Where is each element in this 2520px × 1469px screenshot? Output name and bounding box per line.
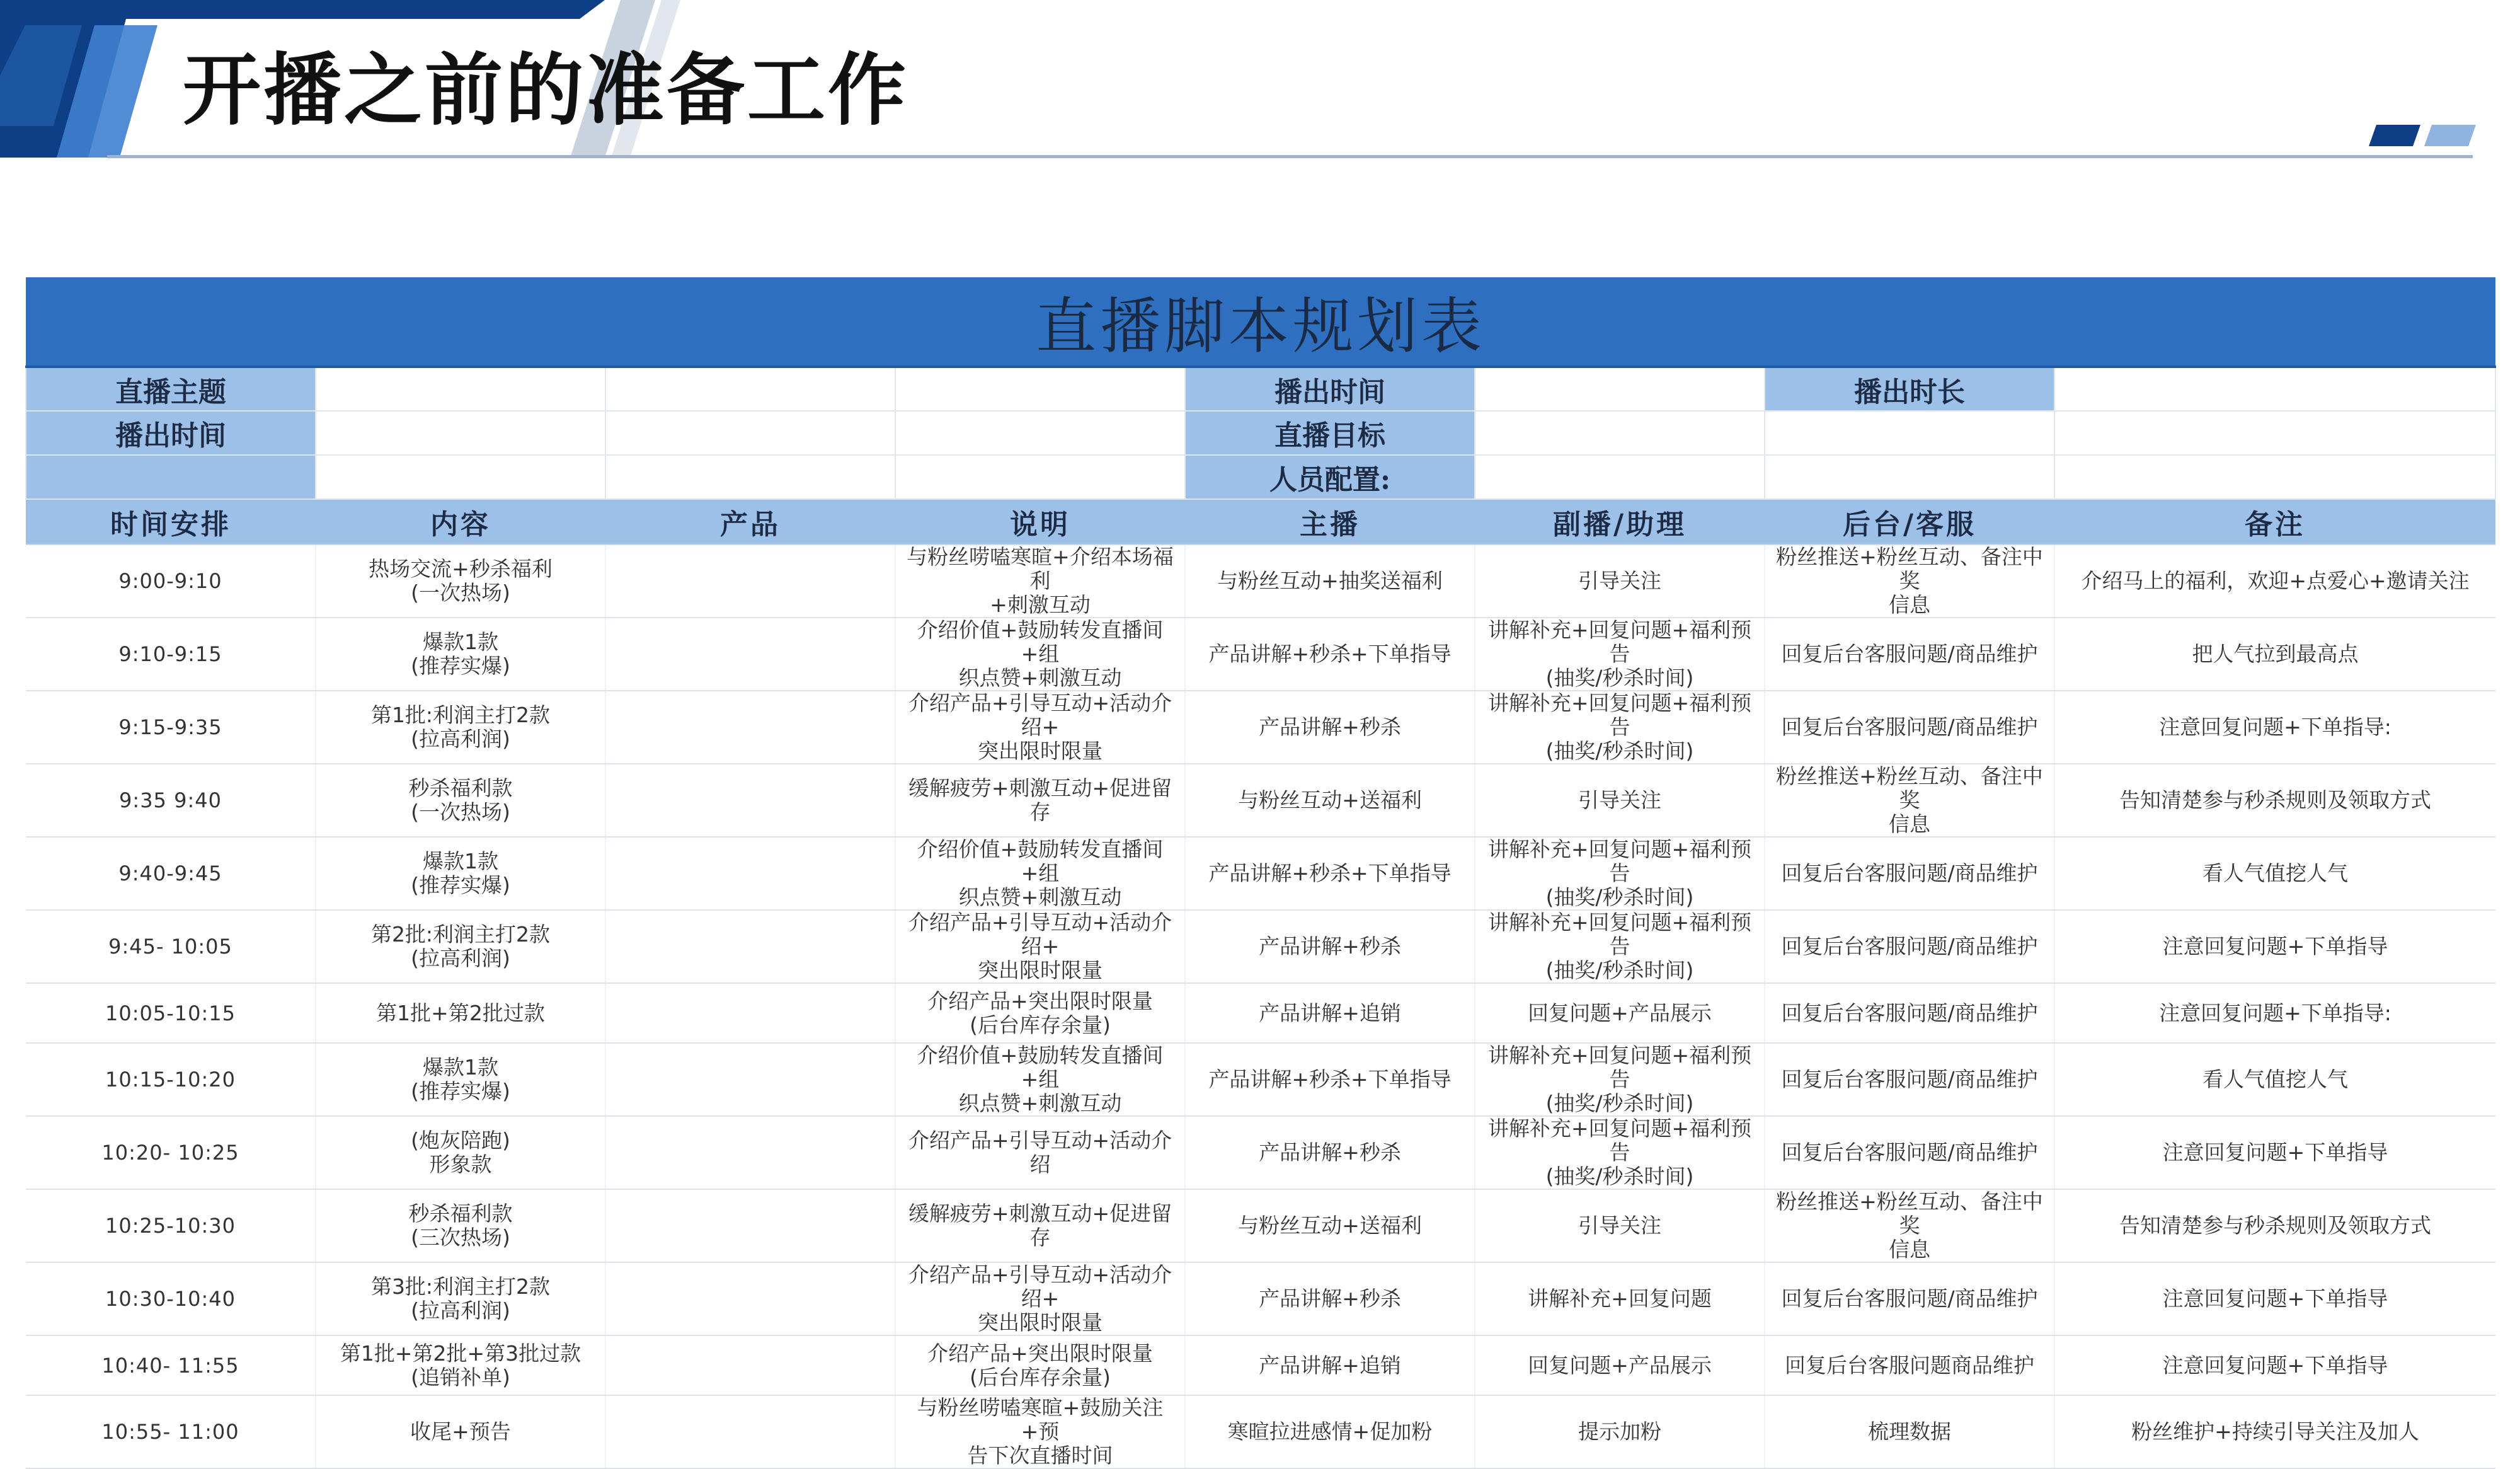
- col-header-content: 内容: [316, 499, 605, 544]
- backstage-cell[interactable]: 粉丝推送+粉丝互动、备注中奖 信息: [1765, 764, 2054, 837]
- column-header-row: [26, 499, 2495, 544]
- table-row: [26, 1335, 2495, 1395]
- content-cell[interactable]: 秒杀福利款 (三次热场): [316, 1189, 605, 1262]
- host-cell[interactable]: 产品讲解+追销: [1185, 1335, 1475, 1395]
- backstage-cell[interactable]: 梳理数据: [1765, 1395, 2054, 1468]
- assistant-cell[interactable]: 讲解补充+回复问题+福利预告 (抽奖/秒杀时间): [1475, 910, 1765, 983]
- time-cell[interactable]: 10:25-10:30: [26, 1189, 316, 1262]
- note-cell[interactable]: 告知清楚参与秒杀规则及领取方式: [2054, 764, 2495, 837]
- host-cell[interactable]: 产品讲解+秒杀: [1185, 691, 1475, 764]
- assistant-cell[interactable]: 讲解补充+回复问题+福利预告 (抽奖/秒杀时间): [1475, 1116, 1765, 1189]
- content-cell[interactable]: 第2批:利润主打2款 (拉高利润): [316, 910, 605, 983]
- description-cell[interactable]: 介绍产品+引导互动+活动介绍+ 突出限时限量: [895, 691, 1185, 764]
- description-cell[interactable]: 介绍价值+鼓励转发直播间+组 织点赞+刺激互动: [895, 1043, 1185, 1116]
- table-row: [26, 910, 2495, 983]
- product-cell[interactable]: [605, 691, 895, 764]
- assistant-cell[interactable]: 引导关注: [1475, 764, 1765, 837]
- product-cell[interactable]: [605, 910, 895, 983]
- note-cell[interactable]: 注意回复问题+下单指导:: [2054, 691, 2495, 764]
- backstage-cell[interactable]: 粉丝推送+粉丝互动、备注中奖 信息: [1765, 1189, 2054, 1262]
- note-cell[interactable]: 看人气值挖人气: [2054, 1043, 2495, 1116]
- target-label: 直播目标: [1185, 411, 1475, 455]
- target-value[interactable]: [1475, 411, 1765, 455]
- backstage-cell[interactable]: 回复后台客服问题/商品维护: [1765, 618, 2054, 691]
- product-cell[interactable]: [605, 1189, 895, 1262]
- time-cell[interactable]: 10:30-10:40: [26, 1262, 316, 1335]
- assistant-cell[interactable]: 引导关注: [1475, 1189, 1765, 1262]
- table-banner-row: [26, 277, 2495, 367]
- host-cell[interactable]: 产品讲解+秒杀: [1185, 910, 1475, 983]
- col-header-time: 时间安排: [26, 499, 316, 544]
- content-cell[interactable]: 秒杀福利款 (一次热场): [316, 764, 605, 837]
- table-row: [26, 983, 2495, 1043]
- content-cell[interactable]: 热场交流+秒杀福利 (一次热场): [316, 544, 605, 618]
- col-header-note: 备注: [2054, 499, 2495, 544]
- content-cell[interactable]: 第1批+第2批+第3批过款 (追销补单): [316, 1335, 605, 1395]
- meta-row-3: [26, 455, 2495, 499]
- description-cell[interactable]: 介绍产品+突出限时限量 (后台库存余量): [895, 1335, 1185, 1395]
- col-header-backstage: 后台/客服: [1765, 499, 2054, 544]
- time-cell[interactable]: 10:15-10:20: [26, 1043, 316, 1116]
- time-cell[interactable]: 9:00-9:10: [26, 544, 316, 618]
- host-cell[interactable]: 与粉丝互动+送福利: [1185, 764, 1475, 837]
- assistant-cell[interactable]: 提示加粉: [1475, 1395, 1765, 1468]
- staff-value[interactable]: [1475, 455, 1765, 499]
- table-row: [26, 764, 2495, 837]
- content-cell[interactable]: 爆款1款 (推荐实爆): [316, 618, 605, 691]
- product-cell[interactable]: [605, 764, 895, 837]
- content-cell[interactable]: 爆款1款 (推荐实爆): [316, 837, 605, 910]
- staff-label: 人员配置:: [1185, 455, 1475, 499]
- col-header-assistant: 副播/助理: [1475, 499, 1765, 544]
- backstage-cell[interactable]: 回复后台客服问题/商品维护: [1765, 983, 2054, 1043]
- host-cell[interactable]: 产品讲解+秒杀+下单指导: [1185, 618, 1475, 691]
- product-cell[interactable]: [605, 1116, 895, 1189]
- backstage-cell[interactable]: 回复后台客服问题/商品维护: [1765, 1262, 2054, 1335]
- note-cell[interactable]: 注意回复问题+下单指导: [2054, 1335, 2495, 1395]
- time-cell[interactable]: 9:35 9:40: [26, 764, 316, 837]
- content-cell[interactable]: (炮灰陪跑) 形象款: [316, 1116, 605, 1189]
- live-script-table: [25, 277, 2496, 1469]
- assistant-cell[interactable]: 引导关注: [1475, 544, 1765, 618]
- table-row: [26, 837, 2495, 910]
- assistant-cell[interactable]: 回复问题+产品展示: [1475, 1335, 1765, 1395]
- description-cell[interactable]: 与粉丝唠嗑寒暄+鼓励关注+预 告下次直播时间: [895, 1395, 1185, 1468]
- time-cell[interactable]: 10:20- 10:25: [26, 1116, 316, 1189]
- time-cell[interactable]: 9:40-9:45: [26, 837, 316, 910]
- product-cell[interactable]: [605, 1262, 895, 1335]
- air-time-value[interactable]: [1475, 367, 1765, 411]
- table-row: [26, 1262, 2495, 1335]
- table-banner-title: 直播脚本规划表: [1036, 291, 1486, 362]
- product-cell[interactable]: [605, 544, 895, 618]
- time-cell[interactable]: 10:05-10:15: [26, 983, 316, 1043]
- col-header-product: 产品: [605, 499, 895, 544]
- backstage-cell[interactable]: 回复后台客服问题/商品维护: [1765, 1043, 2054, 1116]
- description-cell[interactable]: 缓解疲劳+刺激互动+促进留存: [895, 1189, 1185, 1262]
- table-row: [26, 544, 2495, 618]
- page-title: 开播之前的准备工作: [183, 45, 909, 136]
- time-cell[interactable]: 9:45- 10:05: [26, 910, 316, 983]
- corner-accent-icon: [2369, 120, 2476, 151]
- description-cell[interactable]: 与粉丝唠嗑寒暄+介绍本场福利 +刺激互动: [895, 544, 1185, 618]
- backstage-cell[interactable]: 回复后台客服问题/商品维护: [1765, 691, 2054, 764]
- host-cell[interactable]: 寒暄拉进感情+促加粉: [1185, 1395, 1475, 1468]
- note-cell[interactable]: 注意回复问题+下单指导: [2054, 1116, 2495, 1189]
- note-cell[interactable]: 介绍马上的福利，欢迎+点爱心+邀请关注: [2054, 544, 2495, 618]
- description-cell[interactable]: 介绍价值+鼓励转发直播间+组 织点赞+刺激互动: [895, 837, 1185, 910]
- backstage-cell[interactable]: 回复后台客服问题/商品维护: [1765, 837, 2054, 910]
- host-cell[interactable]: 产品讲解+秒杀+下单指导: [1185, 1043, 1475, 1116]
- theme-value[interactable]: [316, 367, 605, 411]
- title-divider: [107, 155, 2473, 158]
- time-cell[interactable]: 9:15-9:35: [26, 691, 316, 764]
- description-cell[interactable]: 介绍产品+引导互动+活动介绍: [895, 1116, 1185, 1189]
- content-cell[interactable]: 第3批:利润主打2款 (拉高利润): [316, 1262, 605, 1335]
- assistant-cell[interactable]: 讲解补充+回复问题: [1475, 1262, 1765, 1335]
- content-cell[interactable]: 第1批+第2批过款: [316, 983, 605, 1043]
- description-cell[interactable]: 缓解疲劳+刺激互动+促进留存: [895, 764, 1185, 837]
- note-cell[interactable]: 注意回复问题+下单指导:: [2054, 983, 2495, 1043]
- table-row: [26, 1116, 2495, 1189]
- product-cell[interactable]: [605, 1043, 895, 1116]
- note-cell[interactable]: 注意回复问题+下单指导: [2054, 910, 2495, 983]
- description-cell[interactable]: 介绍产品+引导互动+活动介绍+ 突出限时限量: [895, 1262, 1185, 1335]
- description-cell[interactable]: 介绍产品+突出限时限量 (后台库存余量): [895, 983, 1185, 1043]
- assistant-cell[interactable]: 讲解补充+回复问题+福利预告 (抽奖/秒杀时间): [1475, 618, 1765, 691]
- backstage-cell[interactable]: 回复后台客服问题/商品维护: [1765, 1116, 2054, 1189]
- note-cell[interactable]: 告知清楚参与秒杀规则及领取方式: [2054, 1189, 2495, 1262]
- note-cell[interactable]: 把人气拉到最高点: [2054, 618, 2495, 691]
- backstage-cell[interactable]: 回复后台客服问题/商品维护: [1765, 910, 2054, 983]
- host-cell[interactable]: 产品讲解+秒杀: [1185, 1262, 1475, 1335]
- col-header-description: 说明: [895, 499, 1185, 544]
- air-time-label-mid: 播出时间: [1185, 367, 1475, 411]
- host-cell[interactable]: 与粉丝互动+抽奖送福利: [1185, 544, 1475, 618]
- description-cell[interactable]: 介绍价值+鼓励转发直播间+组 织点赞+刺激互动: [895, 618, 1185, 691]
- host-cell[interactable]: 产品讲解+秒杀+下单指导: [1185, 837, 1475, 910]
- note-cell[interactable]: 注意回复问题+下单指导: [2054, 1262, 2495, 1335]
- table-row: [26, 1189, 2495, 1262]
- note-cell[interactable]: 看人气值挖人气: [2054, 837, 2495, 910]
- host-cell[interactable]: 与粉丝互动+送福利: [1185, 1189, 1475, 1262]
- time-cell[interactable]: 9:10-9:15: [26, 618, 316, 691]
- duration-value[interactable]: [2054, 367, 2495, 411]
- assistant-cell[interactable]: 回复问题+产品展示: [1475, 983, 1765, 1043]
- host-cell[interactable]: 产品讲解+秒杀: [1185, 1116, 1475, 1189]
- product-cell[interactable]: [605, 1395, 895, 1468]
- table-row: [26, 1043, 2495, 1116]
- col-header-host: 主播: [1185, 499, 1475, 544]
- product-cell[interactable]: [605, 837, 895, 910]
- air-time-left-value[interactable]: [316, 411, 605, 455]
- note-cell[interactable]: 粉丝维护+持续引导关注及加人: [2054, 1395, 2495, 1468]
- backstage-cell[interactable]: 回复后台客服问题商品维护: [1765, 1335, 2054, 1395]
- theme-label: 直播主题: [26, 367, 316, 411]
- duration-label: 播出时长: [1765, 367, 2054, 411]
- product-cell[interactable]: [605, 1335, 895, 1395]
- content-cell[interactable]: 第1批:利润主打2款 (拉高利润): [316, 691, 605, 764]
- description-cell[interactable]: 介绍产品+引导互动+活动介绍+ 突出限时限量: [895, 910, 1185, 983]
- host-cell[interactable]: 产品讲解+追销: [1185, 983, 1475, 1043]
- product-cell[interactable]: [605, 983, 895, 1043]
- content-cell[interactable]: 爆款1款 (推荐实爆): [316, 1043, 605, 1116]
- assistant-cell[interactable]: 讲解补充+回复问题+福利预告 (抽奖/秒杀时间): [1475, 1043, 1765, 1116]
- content-cell[interactable]: 收尾+预告: [316, 1395, 605, 1468]
- assistant-cell[interactable]: 讲解补充+回复问题+福利预告 (抽奖/秒杀时间): [1475, 691, 1765, 764]
- air-time-label-left: 播出时间: [26, 411, 316, 455]
- meta-row-2: [26, 411, 2495, 455]
- table-row: [26, 618, 2495, 691]
- time-cell[interactable]: 10:40- 11:55: [26, 1335, 316, 1395]
- meta-row-1: [26, 367, 2495, 411]
- time-cell[interactable]: 10:55- 11:00: [26, 1395, 316, 1468]
- assistant-cell[interactable]: 讲解补充+回复问题+福利预告 (抽奖/秒杀时间): [1475, 837, 1765, 910]
- backstage-cell[interactable]: 粉丝推送+粉丝互动、备注中奖 信息: [1765, 544, 2054, 618]
- table-row: [26, 691, 2495, 764]
- table-row: [26, 1395, 2495, 1468]
- product-cell[interactable]: [605, 618, 895, 691]
